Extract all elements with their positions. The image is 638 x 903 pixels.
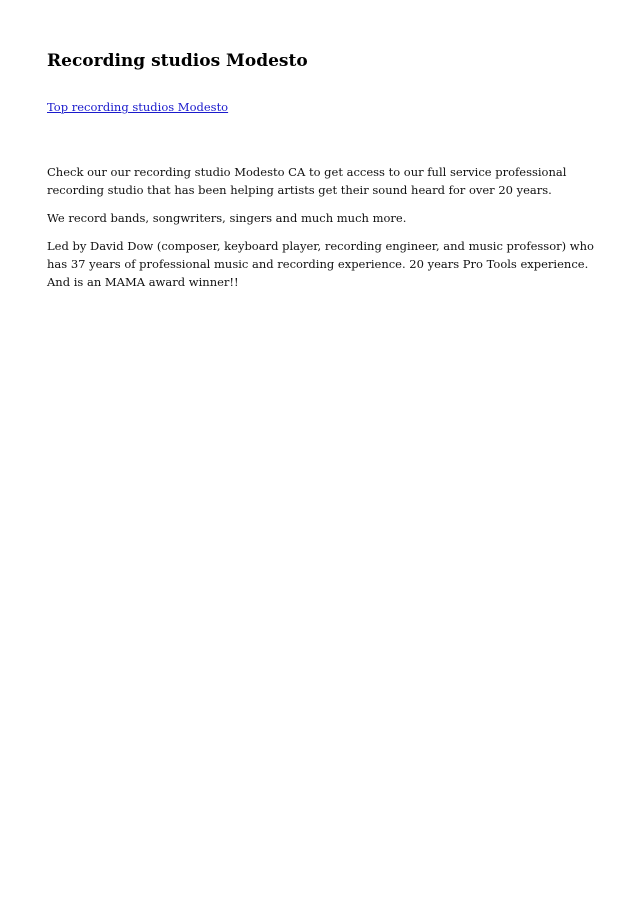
paragraph-services: We record bands, songwriters, singers and much much more. [47,211,407,225]
document-body [47,163,603,301]
top-recording-studios-link[interactable]: Top recording studios Modesto [47,100,229,114]
paragraph-intro: Check our our recording studio Modesto CA to get access to our full service professional recording studio that has been helping artists get their sound heard for over 20 years. [47,165,567,197]
page-title: Recording studios Modesto [47,51,308,71]
paragraph-bio: Led by David Dow (composer, keyboard player, recording engineer, and music professor) who has 37 years of professional music and recording experience. 20 years Pro Tools experience. And is an MAMA award winner!! [47,239,594,289]
